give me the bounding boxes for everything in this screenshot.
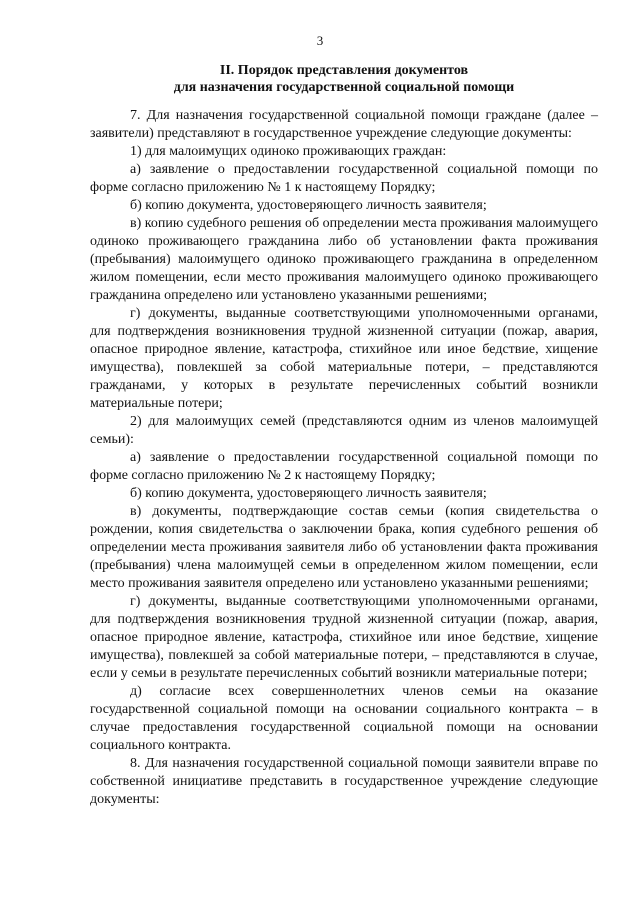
list-item-2: 2) для малоимущих семей (представляются одним из членов малоимущей семьи):: [90, 414, 598, 447]
list-item-2b: б) копию документа, удостоверяющего личность заявителя;: [130, 486, 487, 501]
section-title-line-1: II. Порядок представления документов: [219, 63, 469, 78]
list-item-1: 1) для малоимущих одиноко проживающих граждан:: [130, 144, 447, 159]
paragraph-8-intro: 8. Для назначения государственной социальной помощи заявители вправе по собственной инициативе представить в государственное учреждение следующие документы:: [90, 756, 598, 807]
list-item-2g: г) документы, выданные соответствующими уполномоченными органами, для подтверждения возникновения трудной жизненной ситуации (пожар, авария, опасное природное явление, катастрофа, стихийное или иное бедствие, хищение имущества), повлекшей за собой материальные потери, – представляются в случае, если у семьи в результате перечисленных событий возникли материальные потери;: [90, 594, 598, 681]
list-item-1g: г) документы, выданные соответствующими уполномоченными органами, для подтверждения возникновения трудной жизненной ситуации (пожар, авария, опасное природное явление, катастрофа, стихийное или иное бедствие, хищение имущества), повлекшей за собой материальные потери, – представляются гражданами, у которых в результате перечисленных событий возникли материальные потери;: [90, 306, 598, 411]
paragraph-7-intro: 7. Для назначения государственной социальной помощи граждане (далее – заявители) представляют в государственное учреждение следующие документы:: [90, 108, 598, 141]
section-title-line-2: для назначения государственной социальной помощи: [173, 80, 515, 95]
list-item-2d: д) согласие всех совершеннолетних членов семьи на оказание государственной социальной помощи на основании социального контракта – в случае предоставления государственной социальной помощи на основании социального контракта.: [90, 684, 598, 753]
section-title: [90, 62, 598, 96]
list-item-1a: а) заявление о предоставлении государственной социальной помощи по форме согласно приложению № 1 к настоящему Порядку;: [90, 162, 598, 195]
document-body: [90, 107, 598, 809]
list-item-1b: б) копию документа, удостоверяющего личность заявителя;: [130, 198, 487, 213]
list-item-2a: а) заявление о предоставлении государственной социальной помощи по форме согласно приложению № 2 к настоящему Порядку;: [90, 450, 598, 483]
list-item-2v: в) документы, подтверждающие состав семьи (копия свидетельства о рождении, копия свидетельства о заключении брака, копия судебного решения об определении места проживания заявителя либо об установлении факта проживания (пребывания) члена малоимущей семьи в определенном жилом помещении, если место проживания заявителя определено или установлено указанными решениями;: [90, 504, 598, 591]
list-item-1v: в) копию судебного решения об определении места проживания малоимущего одиноко проживающего гражданина либо об установлении факта проживания (пребывания) малоимущего одиноко проживающего гражданина в определенном жилом помещении, если место проживания малоимущего одиноко проживающего гражданина определено или установлено указанными решениями;: [90, 216, 598, 303]
page-number: 3: [316, 33, 324, 48]
